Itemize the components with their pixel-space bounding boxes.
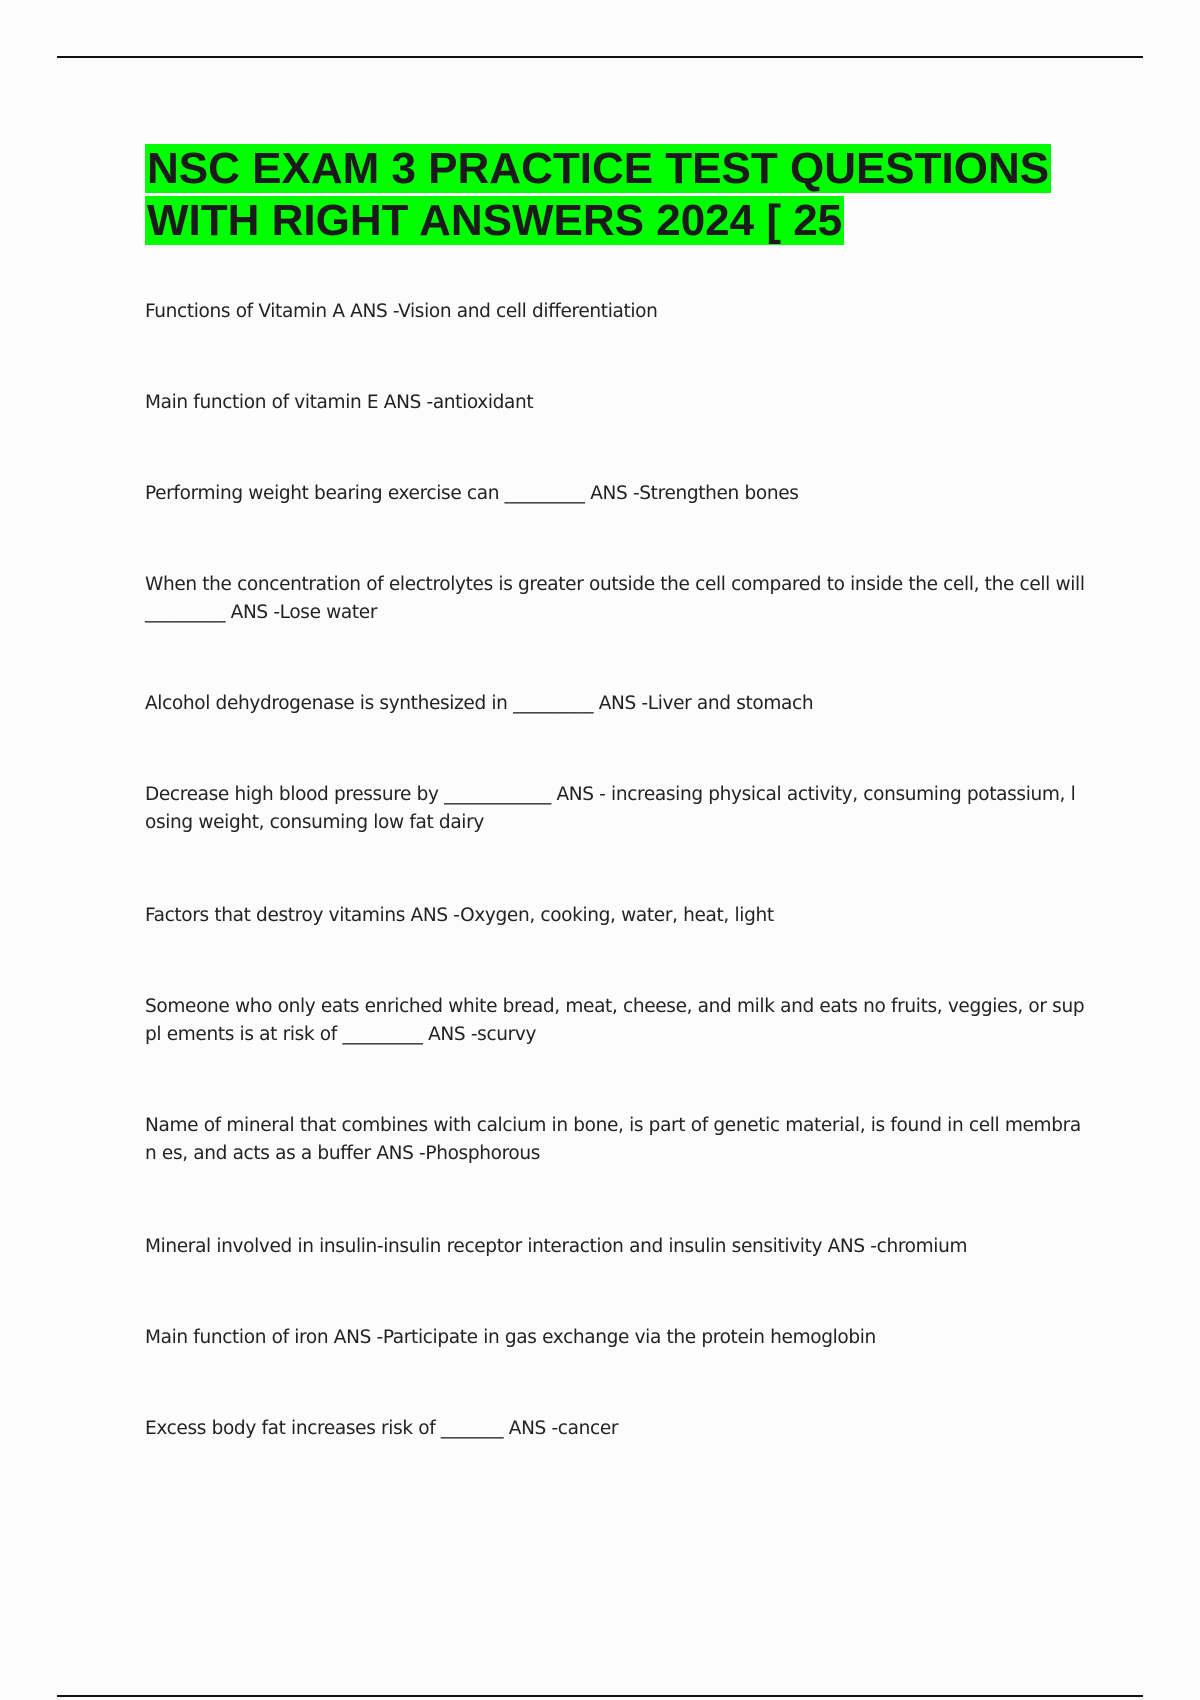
- question-text: Mineral involved in insulin-insulin receptor interaction and insulin sensitivity: [145, 1236, 823, 1257]
- answer-text: ANS -Liver and stomach: [598, 693, 814, 714]
- question-text: Functions of Vitamin A: [145, 301, 345, 322]
- qa-item: [145, 571, 1085, 627]
- answer-text: ANS -scurvy: [428, 1024, 537, 1045]
- answer-text: ANS -Vision and cell differentiation: [350, 301, 658, 322]
- question-text: Excess body fat increases risk of _______: [145, 1418, 504, 1439]
- answer-text: ANS -cancer: [508, 1418, 619, 1439]
- qa-item: [145, 1324, 1085, 1352]
- answer-text: ANS -Oxygen, cooking, water, heat, light: [410, 905, 774, 926]
- answer-text: ANS - increasing physical activity, consuming potassium, losing weight, consuming low fat dairy: [145, 784, 1076, 833]
- question-text: Performing weight bearing exercise can _________: [145, 483, 585, 504]
- qa-item: [145, 690, 1085, 718]
- title-highlight: NSC EXAM 3 PRACTICE TEST QUESTIONS WITH RIGHT ANSWERS 2024 [ 25: [147, 144, 1050, 245]
- page-title: [145, 143, 1085, 247]
- qa-item: [145, 993, 1085, 1049]
- question-text: Alcohol dehydrogenase is synthesized in _________: [145, 693, 594, 714]
- question-text: Main function of vitamin E: [145, 392, 379, 413]
- question-text: When the concentration of electrolytes is greater outside the cell compared to inside the cell, the cell will _________: [145, 574, 1085, 623]
- answer-text: ANS -antioxidant: [383, 392, 534, 413]
- bottom-rule: [57, 1695, 1143, 1697]
- qa-item: [145, 902, 1085, 930]
- qa-item: [145, 389, 1085, 417]
- qa-item: [145, 1233, 1085, 1261]
- answer-text: ANS -Strengthen bones: [590, 483, 799, 504]
- question-text: Factors that destroy vitamins: [145, 905, 406, 926]
- qa-item: [145, 1415, 1085, 1443]
- answer-text: ANS -chromium: [827, 1236, 968, 1257]
- question-text: Decrease high blood pressure by ____________: [145, 784, 551, 805]
- qa-item: [145, 781, 1085, 837]
- qa-item: [145, 298, 1085, 326]
- qa-item: [145, 480, 1085, 508]
- question-text: Name of mineral that combines with calcium in bone, is part of genetic material, is found in cell membran es, and acts as a buffer: [145, 1115, 1081, 1164]
- answer-text: ANS -Lose water: [230, 602, 378, 623]
- answer-text: ANS -Participate in gas exchange via the protein hemoglobin: [333, 1327, 876, 1348]
- top-rule: [57, 56, 1143, 58]
- answer-text: ANS -Phosphorous: [376, 1143, 541, 1164]
- question-text: Main function of iron: [145, 1327, 329, 1348]
- question-text: Someone who only eats enriched white bread, meat, cheese, and milk and eats no fruits, veggies, or suppl ements is at risk of _________: [145, 996, 1085, 1045]
- qa-item: [145, 1112, 1085, 1168]
